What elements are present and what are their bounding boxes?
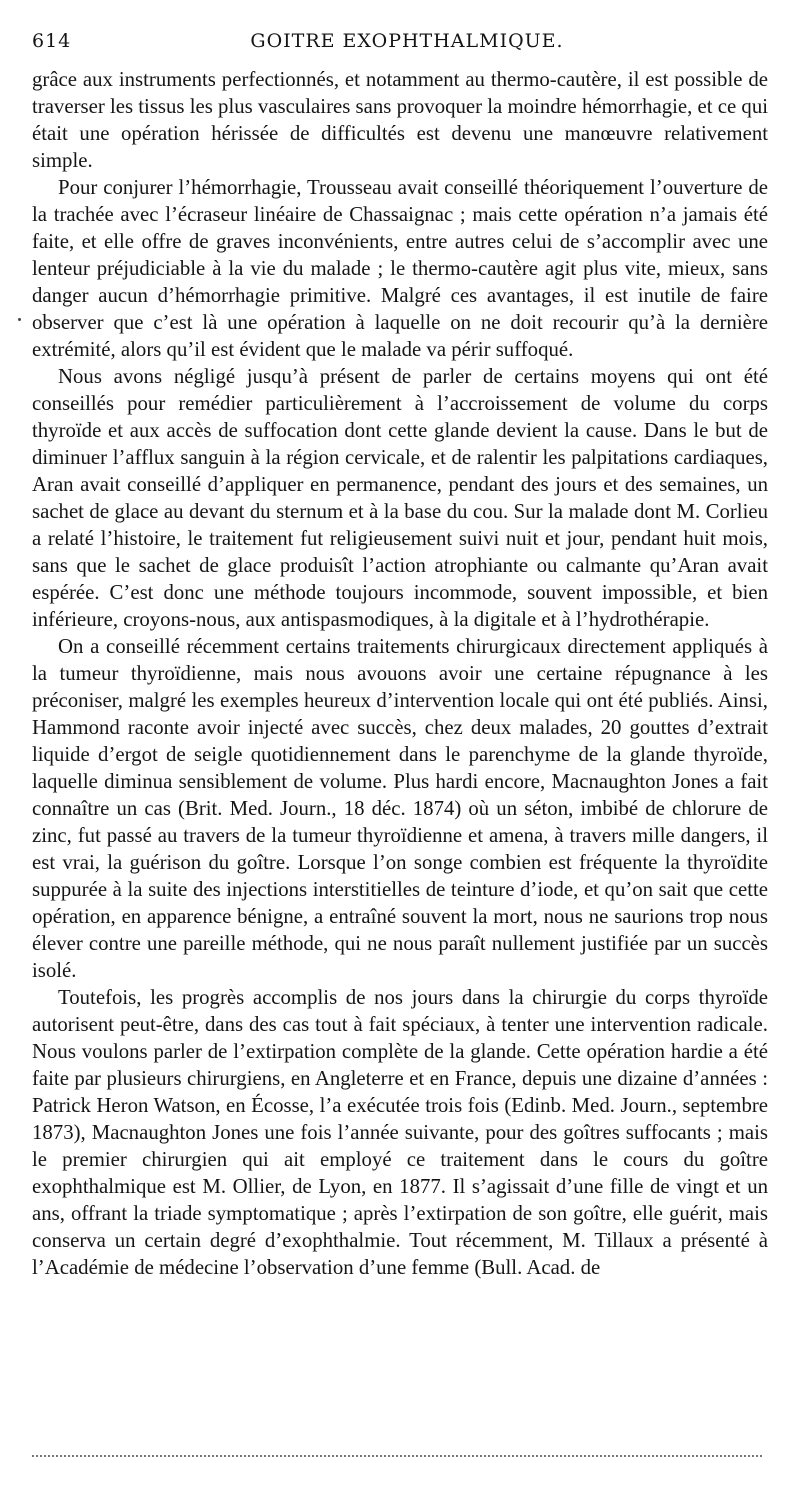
paragraph-extirpation: Toutefois, les progrès accomplis de nos jours dans la chirurgie du corps thyroïde autorisent peut-être, dans des cas tout à fait spéciaux, à tenter une intervention radicale. Nous voulons parler de l’extirpation complète de la glande. Cette opération hardie a été faite par plusieurs chirurgiens, en Angleterre et en France, depuis une dizaine d’années : Patrick Heron Watson, en Écosse, l’a exécutée trois fois (Edinb. Med. Journ., septembre 1873), Macnaughton Jones une fois l’année suivante, pour des goîtres suffocants ; mais le premier chirurgien qui ait employé ce traitement dans le cours du goître exophthalmique est M. Ollier, de Lyon, en 1877. Il s’agissait d’une fille de vingt et un ans, offrant la triade symptomatique ; après l’extirpation de son goître, elle guérit, mais conserva un certain degré d’exophthalmie. Tout récemment, M. Tillaux a présenté à l’Académie de médecine l’observation d’une femme (Bull. Acad. de bbox=[32, 986, 768, 1279]
page-number: 614 bbox=[32, 30, 72, 52]
running-head bbox=[32, 28, 768, 58]
running-title: GOITRE EXOPHTHALMIQUE. bbox=[250, 30, 564, 52]
margin-mark bbox=[18, 318, 21, 321]
footer-dotted-rule bbox=[32, 1455, 762, 1457]
paragraph-trousseau: Pour conjurer l’hémorrhagie, Trousseau avait conseillé théoriquement l’ouverture de la trachée avec l’écraseur linéaire de Chassaignac ; mais cette opération n’a jamais été faite, et elle offre de graves inconvénients, entre autres celui de s’accomplir avec une lenteur préjudiciable à la vie du malade ; le thermo-cautère agit plus vite, mieux, sans danger aucun d’hémorrhagie primitive. Malgré ces avantages, il est inutile de faire observer que c’est là une opération à laquelle on ne doit recourir qu’à la dernière extrémité, alors qu’il est évident que le malade va périr suffoqué. bbox=[32, 176, 768, 361]
paragraph-surgical-treatments: On a conseillé récemment certains traitements chirurgicaux directement appliqués à la tumeur thyroïdienne, mais nous avouons avoir une certaine répugnance à les préconiser, malgré les exemples heureux d’intervention locale qui ont été publiés. Ainsi, Hammond raconte avoir injecté avec succès, chez deux malades, 20 gouttes d’extrait liquide d’ergot de seigle quotidiennement dans le parenchyme de la glande thyroïde, laquelle diminua sensiblement de volume. Plus hardi encore, Macnaughton Jones a fait connaître un cas (Brit. Med. Journ., 18 déc. 1874) où un séton, imbibé de chlorure de zinc, fut passé au travers de la tumeur thyroïdienne et amena, à travers mille dangers, il est vrai, la guérison du goître. Lorsque l’on songe combien est fréquente la thyroïdite suppurée à la suite des injections interstitielles de teinture d’iode, et qu’on sait que cette opération, en apparence bénigne, a entraîné souvent la mort, nous ne saurions trop nous élever contre une pareille méthode, qui ne nous paraît nullement justifiée par un succès isolé. bbox=[32, 635, 768, 982]
paragraph-continuation: grâce aux instruments perfectionnés, et notamment au thermo-cautère, il est possible de traverser les tissus les plus vasculaires sans provoquer la moindre hémorrhagie, et ce qui était une opération hérissée de difficultés est devenu une manœuvre relativement simple. bbox=[32, 68, 768, 172]
paragraph-aran: Nous avons négligé jusqu’à présent de parler de certains moyens qui ont été conseillés pour remédier particulièrement à l’accroissement de volume du corps thyroïde et aux accès de suffocation dont cette glande devient la cause. Dans le but de diminuer l’afflux sanguin à la région cervicale, et de ralentir les palpitations cardiaques, Aran avait conseillé d’appliquer en permanence, pendant des jours et des semaines, un sachet de glace au devant du sternum et à la base du cou. Sur la malade dont M. Corlieu a relaté l’histoire, le traitement fut religieusement suivi nuit et jour, pendant huit mois, sans que le sachet de glace produisît l’action atrophiante ou calmante qu’Aran avait espérée. C’est donc une méthode toujours incommode, souvent impossible, et bien inférieure, croyons-nous, aux antispasmodiques, à la digitale et à l’hydrothérapie. bbox=[32, 365, 768, 631]
book-page bbox=[32, 28, 768, 1281]
body-text bbox=[32, 66, 768, 1281]
